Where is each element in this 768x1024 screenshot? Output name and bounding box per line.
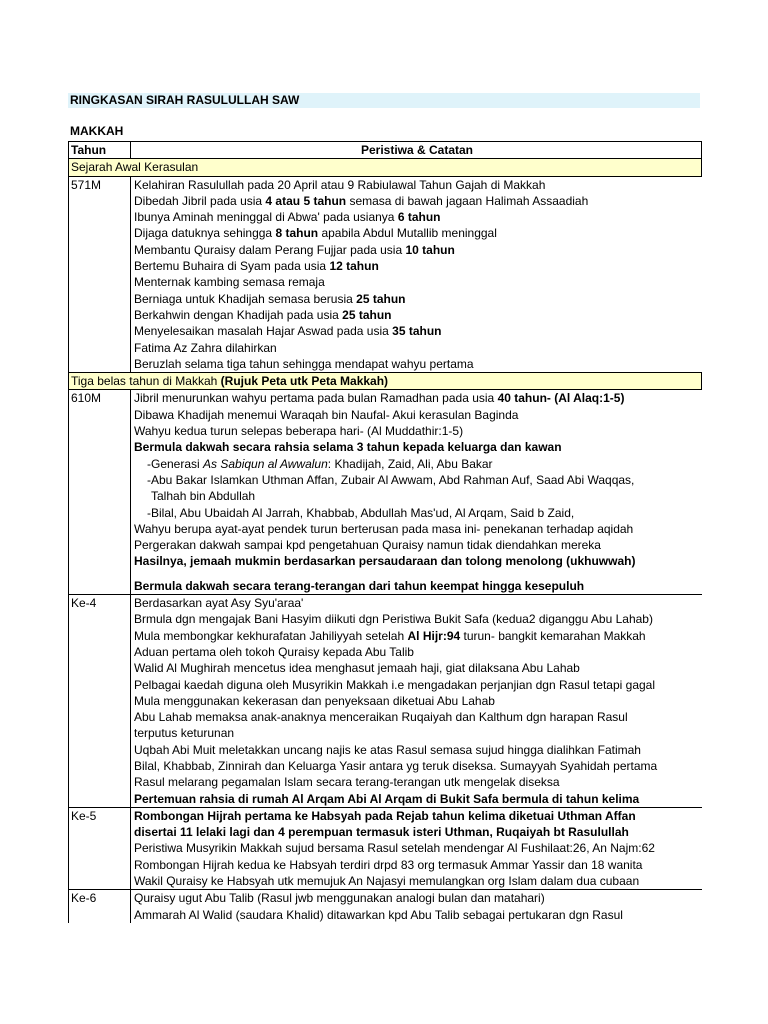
event-text: Dibedah Jibril pada usia <box>134 193 266 208</box>
event-cell <box>131 774 702 790</box>
event-highlight: Rombongan Hijrah pertama ke Habsyah pada Rejab tahun kelima diketuai Uthman Affan <box>134 808 636 823</box>
table-row <box>69 725 702 741</box>
event-subitem: : Khadijah, Zaid, Ali, Abu Bakar <box>327 456 493 471</box>
event-text: Mula membongkar kekhurafatan Jahiliyyah setelah <box>134 628 408 643</box>
event-text: Menternak kambing semasa remaja <box>134 275 325 290</box>
year-cell <box>69 758 131 774</box>
event-cell <box>131 439 702 455</box>
year-cell <box>69 407 131 423</box>
event-text: Ammarah Al Walid (saudara Khalid) ditawarkan kpd Abu Talib sebagai pertukaran dgn Rasul <box>134 907 623 922</box>
event-text: terputus keturunan <box>134 726 235 741</box>
year-cell <box>69 242 131 258</box>
event-cell <box>131 505 702 521</box>
year-cell <box>69 340 131 356</box>
event-cell <box>131 274 702 290</box>
event-text: apabila Abdul Mutallib meninggal <box>318 226 497 241</box>
event-cell <box>131 628 702 644</box>
event-cell <box>131 660 702 676</box>
table-body <box>69 159 702 923</box>
group-title-text: Sejarah Awal Kerasulan <box>71 160 199 175</box>
table-row <box>69 488 702 504</box>
event-cell <box>131 423 702 439</box>
table-row <box>69 791 702 808</box>
event-text: turun- bangkit kemarahan Makkah <box>460 628 646 643</box>
event-text: Bertemu Buhaira di Syam pada usia <box>134 259 330 274</box>
event-cell <box>131 693 702 709</box>
event-cell <box>131 488 702 504</box>
event-text: Uqbah Abi Muit meletakkan uncang najis ke atas Rasul semasa sujud hingga dialihkan Fatimah <box>134 742 641 757</box>
event-subitem: Talhah bin Abdullah <box>151 489 256 504</box>
year-cell <box>69 742 131 758</box>
event-text: Pergerakan dakwah sampai kpd pengetahuan Quraisy namun tidak diendahkan mereka <box>134 538 601 553</box>
year-cell <box>69 307 131 323</box>
event-text: Pelbagai kaedah diguna oleh Musyrikin Makkah i.e mengadakan perjanjian dgn Rasul tetapi gagal <box>134 677 656 692</box>
group-header-row <box>69 159 702 176</box>
event-emphasis: 8 tahun <box>275 226 319 241</box>
event-cell <box>131 807 702 824</box>
group-title <box>69 159 702 176</box>
event-cell <box>131 553 702 569</box>
event-highlight: Bermula dakwah secara rahsia selama 3 tahun kepada keluarga dan kawan <box>134 440 562 455</box>
year-cell <box>69 472 131 488</box>
spacer-row <box>69 570 702 578</box>
header-peristiwa: Peristiwa & Catatan <box>131 142 702 159</box>
table-row <box>69 521 702 537</box>
event-emphasis: Al Hijr:94 <box>407 628 461 643</box>
event-cell <box>131 840 702 856</box>
year-cell <box>69 225 131 241</box>
year-cell <box>69 709 131 725</box>
event-text: Berniaga untuk Khadijah semasa berusia <box>134 291 357 306</box>
year-cell <box>69 553 131 569</box>
event-highlight: Pertemuan rahsia di rumah Al Arqam Abi Al Arqam di Bukit Safa bermula di tahun kelima <box>134 791 640 806</box>
event-emphasis: 40 tahun- (Al Alaq:1-5) <box>497 391 625 406</box>
table-row <box>69 857 702 873</box>
table-row <box>69 890 702 907</box>
event-highlight: Hasilnya, jemaah mukmin berdasarkan persaudaraan dan tolong menolong (ukhuwwah) <box>134 554 636 569</box>
table-row <box>69 578 702 595</box>
event-text: Berkahwin dengan Khadijah pada usia <box>134 307 343 322</box>
table-row <box>69 274 702 290</box>
event-subitem: -Bilal, Abu Ubaidah Al Jarrah, Khabbab, Abdullah Mas'ud, Al Arqam, Said b Zaid, <box>147 505 575 520</box>
event-text: Brmula dgn mengajak Bani Hasyim diikuti dgn Peristiwa Bukit Safa (kedua2 diganggu Abu Lahab) <box>134 612 653 627</box>
table-row <box>69 307 702 323</box>
section-title: MAKKAH <box>70 124 124 138</box>
table-row <box>69 677 702 693</box>
table-row <box>69 873 702 890</box>
page-title: RINGKASAN SIRAH RASULULLAH SAW <box>68 93 700 108</box>
year-cell <box>69 356 131 373</box>
table-row <box>69 807 702 824</box>
year-cell <box>69 611 131 627</box>
table-row <box>69 193 702 209</box>
event-cell <box>131 709 702 725</box>
event-cell <box>131 456 702 472</box>
event-subitem: -Abu Bakar Islamkan Uthman Affan, Zubair Al Awwam, Abd Rahman Auf, Saad Abi Waqqas, <box>147 472 635 487</box>
year-cell <box>69 873 131 890</box>
year-cell <box>69 323 131 339</box>
table-row <box>69 323 702 339</box>
sirah-table <box>68 141 702 923</box>
group-title <box>69 373 702 390</box>
event-text: Rasul melarang pegamalan Islam secara terang-terangan utk mengelak diseksa <box>134 775 560 790</box>
event-subitem-italic: As Sabiqun al Awwalun <box>203 456 328 471</box>
event-text: Jibril menurunkan wahyu pertama pada bulan Ramadhan pada usia <box>134 391 498 406</box>
table-row <box>69 595 702 612</box>
year-cell <box>69 693 131 709</box>
table-row <box>69 660 702 676</box>
table-row <box>69 742 702 758</box>
event-cell <box>131 323 702 339</box>
event-cell <box>131 340 702 356</box>
year-cell <box>69 439 131 455</box>
table-row <box>69 209 702 225</box>
event-text: Membantu Quraisy dalam Perang Fujjar pada usia <box>134 242 406 257</box>
year-cell <box>69 258 131 274</box>
table-row <box>69 553 702 569</box>
table-row <box>69 537 702 553</box>
event-highlight: disertai 11 lelaki lagi dan 4 perempuan termasuk isteri Uthman, Ruqaiyah bt Rasulullah <box>134 825 629 840</box>
year-cell <box>69 677 131 693</box>
table-row <box>69 242 702 258</box>
year-cell <box>69 505 131 521</box>
event-emphasis: 4 atau 5 tahun <box>265 193 347 208</box>
table-header-row <box>69 142 702 159</box>
event-cell <box>131 356 702 373</box>
event-text: Kelahiran Rasulullah pada 20 April atau 9 Rabiulawal Tahun Gajah di Makkah <box>134 177 546 192</box>
event-text: Peristiwa Musyrikin Makkah sujud bersama Rasul setelah mendengar Al Fushilaat:26, An Najm:62 <box>134 841 655 856</box>
event-text: Quraisy ugut Abu Talib (Rasul jwb menggunakan analogi bulan dan matahari) <box>134 891 545 906</box>
event-cell <box>131 291 702 307</box>
year-cell <box>69 291 131 307</box>
table-row <box>69 505 702 521</box>
event-cell <box>131 791 702 808</box>
table-row <box>69 340 702 356</box>
table-row <box>69 758 702 774</box>
year-cell <box>69 423 131 439</box>
header-tahun: Tahun <box>69 142 131 159</box>
year-cell <box>69 274 131 290</box>
event-text: Mula menggunakan kekerasan dan penyeksaan diketuai Abu Lahab <box>134 693 495 708</box>
table-row <box>69 824 702 840</box>
event-text: Rombongan Hijrah kedua ke Habsyah terdiri drpd 83 org termasuk Ammar Yassir dan 18 wanita <box>134 857 643 872</box>
event-subitem: -Generasi <box>147 456 204 471</box>
table-row <box>69 456 702 472</box>
year-cell: Ke-4 <box>69 595 131 612</box>
event-text: Walid Al Mughirah mencetus idea menghasut jemaah haji, giat dilaksana Abu Lahab <box>134 661 580 676</box>
event-text: Dijaga datuknya sehingga <box>134 226 276 241</box>
event-cell <box>131 595 702 612</box>
event-cell <box>131 824 702 840</box>
event-cell <box>131 537 702 553</box>
event-emphasis: 25 tahun <box>342 307 392 322</box>
event-cell <box>131 225 702 241</box>
event-cell <box>131 873 702 890</box>
event-text: Wahyu berupa ayat-ayat pendek turun berterusan pada masa ini- penekanan terhadap aqidah <box>134 521 634 536</box>
event-text: Abu Lahab memaksa anak-anaknya menceraikan Ruqaiyah dan Kalthum dgn harapan Rasul <box>134 710 628 725</box>
year-cell <box>69 907 131 923</box>
event-text: Beruzlah selama tiga tahun sehingga mendapat wahyu pertama <box>134 356 474 371</box>
year-cell: 571M <box>69 176 131 193</box>
event-highlight: Bermula dakwah secara terang-terangan dari tahun keempat hingga kesepuluh <box>134 578 585 593</box>
event-cell <box>131 472 702 488</box>
year-cell <box>69 774 131 790</box>
event-text: Ibunya Aminah meninggal di Abwa' pada usianya <box>134 210 398 225</box>
table-row <box>69 439 702 455</box>
year-cell <box>69 456 131 472</box>
table-row <box>69 423 702 439</box>
event-text: Wahyu kedua turun selepas beberapa hari- (Al Muddathir:1-5) <box>134 424 464 439</box>
event-cell <box>131 644 702 660</box>
table-row <box>69 611 702 627</box>
group-header-row <box>69 373 702 390</box>
year-cell: Ke-5 <box>69 807 131 824</box>
table-row <box>69 907 702 923</box>
event-text: Fatima Az Zahra dilahirkan <box>134 340 277 355</box>
table-row <box>69 258 702 274</box>
group-title-text: Tiga belas tahun di Makkah <box>71 374 221 389</box>
year-cell: Ke-6 <box>69 890 131 907</box>
event-cell <box>131 209 702 225</box>
event-cell <box>131 677 702 693</box>
year-cell <box>69 644 131 660</box>
event-text: Aduan pertama oleh tokoh Quraisy kepada Abu Talib <box>134 644 414 659</box>
table-row <box>69 472 702 488</box>
year-cell <box>69 521 131 537</box>
event-text: Wakil Quraisy ke Habsyah utk memujuk An Najasyi memulangkan org Islam dalam dua cubaan <box>134 874 640 889</box>
table-row <box>69 693 702 709</box>
year-cell <box>69 725 131 741</box>
event-cell <box>131 407 702 423</box>
table-row <box>69 407 702 423</box>
year-cell <box>69 660 131 676</box>
event-emphasis: 6 tahun <box>397 210 441 225</box>
year-cell <box>69 209 131 225</box>
year-cell <box>69 840 131 856</box>
year-cell: 610M <box>69 390 131 407</box>
event-emphasis: 12 tahun <box>329 259 379 274</box>
event-cell <box>131 193 702 209</box>
year-cell <box>69 857 131 873</box>
table-row <box>69 709 702 725</box>
table-row <box>69 291 702 307</box>
table-row <box>69 390 702 407</box>
year-cell <box>69 578 131 595</box>
event-emphasis: 35 tahun <box>392 324 442 339</box>
year-cell <box>69 193 131 209</box>
event-text: Menyelesaikan masalah Hajar Aswad pada usia <box>134 324 393 339</box>
table-row <box>69 774 702 790</box>
event-cell <box>131 521 702 537</box>
event-cell <box>131 307 702 323</box>
event-cell <box>131 176 702 193</box>
event-text: Bilal, Khabbab, Zinnirah dan Keluarga Yasir antara yg teruk diseksa. Sumayyah Syahidah pertama <box>134 758 658 773</box>
table-row <box>69 225 702 241</box>
event-cell <box>131 907 702 923</box>
event-cell <box>131 242 702 258</box>
group-title-note: (Rujuk Peta utk Peta Makkah) <box>220 374 389 389</box>
year-cell <box>69 488 131 504</box>
event-text: Dibawa Khadijah menemui Waraqah bin Naufal- Akui kerasulan Baginda <box>134 407 519 422</box>
year-cell <box>69 537 131 553</box>
table-row <box>69 644 702 660</box>
event-text: Berdasarkan ayat Asy Syu'araa' <box>134 596 304 611</box>
table-row <box>69 176 702 193</box>
spacer-cell <box>131 570 702 578</box>
event-text: semasa di bawah jagaan Halimah Assaadiah <box>346 193 589 208</box>
table-row <box>69 356 702 373</box>
table-row <box>69 840 702 856</box>
spacer-cell <box>69 570 131 578</box>
event-cell <box>131 258 702 274</box>
event-cell <box>131 725 702 741</box>
event-emphasis: 10 tahun <box>405 242 455 257</box>
event-cell <box>131 578 702 595</box>
event-cell <box>131 742 702 758</box>
event-cell <box>131 758 702 774</box>
event-cell <box>131 890 702 907</box>
year-cell <box>69 824 131 840</box>
table-row <box>69 628 702 644</box>
event-emphasis: 25 tahun <box>356 291 406 306</box>
event-cell <box>131 611 702 627</box>
event-cell <box>131 390 702 407</box>
year-cell <box>69 791 131 808</box>
year-cell <box>69 628 131 644</box>
event-cell <box>131 857 702 873</box>
